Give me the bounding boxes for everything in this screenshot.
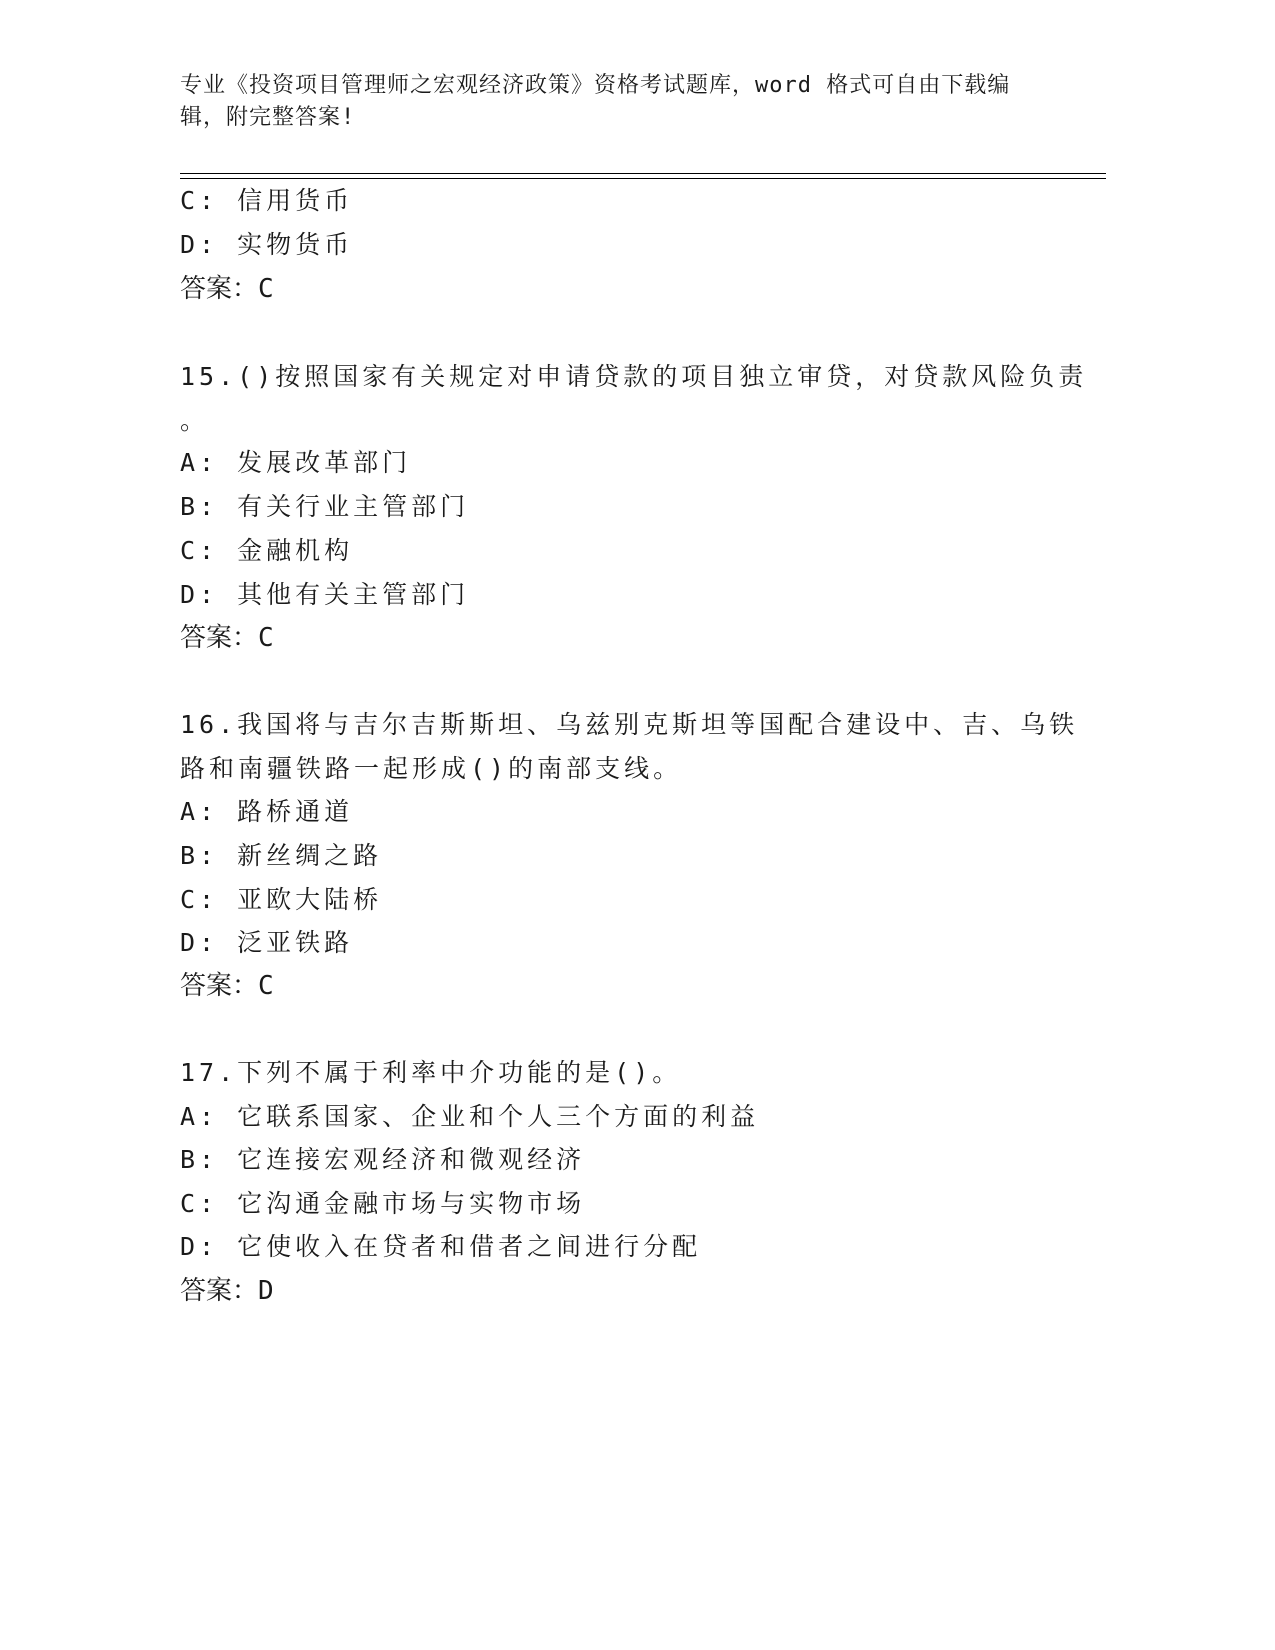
q15-option-c: C: 金融机构	[180, 536, 354, 565]
q15-stem-line-1: 15.()按照国家有关规定对申请贷款的项目独立审贷，对贷款风险负责	[180, 362, 1088, 391]
q16-option-b: B: 新丝绸之路	[180, 841, 383, 870]
q15-answer-value: C	[258, 623, 274, 653]
q16-stem-line-1: 16.我国将与吉尔吉斯斯坦、乌兹别克斯坦等国配合建设中、吉、乌铁	[180, 710, 1079, 739]
header-divider-bottom	[180, 178, 1106, 179]
q14-answer	[180, 274, 274, 304]
q16-answer-value: C	[258, 971, 274, 1001]
q16-option-d: D: 泛亚铁路	[180, 928, 354, 957]
q16-answer-label: 答案：	[180, 971, 259, 1001]
q14-option-d: D: 实物货币	[180, 230, 354, 259]
header-line-2: 辑，附完整答案!	[180, 105, 356, 130]
q15-option-b: B: 有关行业主管部门	[180, 492, 470, 521]
header-line-1: 专业《投资项目管理师之宏观经济政策》资格考试题库，word 格式可自由下载编	[180, 73, 1011, 98]
q17-option-d: D: 它使收入在贷者和借者之间进行分配	[180, 1232, 702, 1261]
q16-option-c: C: 亚欧大陆桥	[180, 885, 383, 914]
document-header	[180, 70, 1080, 134]
q17-option-c: C: 它沟通金融市场与实物市场	[180, 1189, 586, 1218]
q16-option-a: A: 路桥通道	[180, 797, 354, 826]
q14-answer-value: C	[258, 274, 274, 304]
q17-option-a: A: 它联系国家、企业和个人三个方面的利益	[180, 1102, 760, 1131]
q17-answer-value: D	[258, 1276, 274, 1306]
q14-answer-label: 答案：	[180, 274, 259, 304]
q15-option-a: A: 发展改革部门	[180, 448, 412, 477]
q15-answer-label: 答案：	[180, 623, 259, 653]
q15-answer	[180, 623, 274, 653]
q15-stem-line-2: 。	[180, 406, 210, 435]
q15-option-d: D: 其他有关主管部门	[180, 580, 470, 609]
q17-answer-label: 答案：	[180, 1276, 259, 1306]
header-divider-top	[180, 173, 1106, 174]
q17-stem: 17.下列不属于利率中介功能的是()。	[180, 1058, 682, 1087]
q17-answer	[180, 1276, 274, 1306]
q14-option-c: C: 信用货币	[180, 186, 354, 215]
q16-answer	[180, 971, 274, 1001]
q16-stem-line-2: 路和南疆铁路一起形成()的南部支线。	[180, 754, 683, 783]
q17-option-b: B: 它连接宏观经济和微观经济	[180, 1145, 586, 1174]
